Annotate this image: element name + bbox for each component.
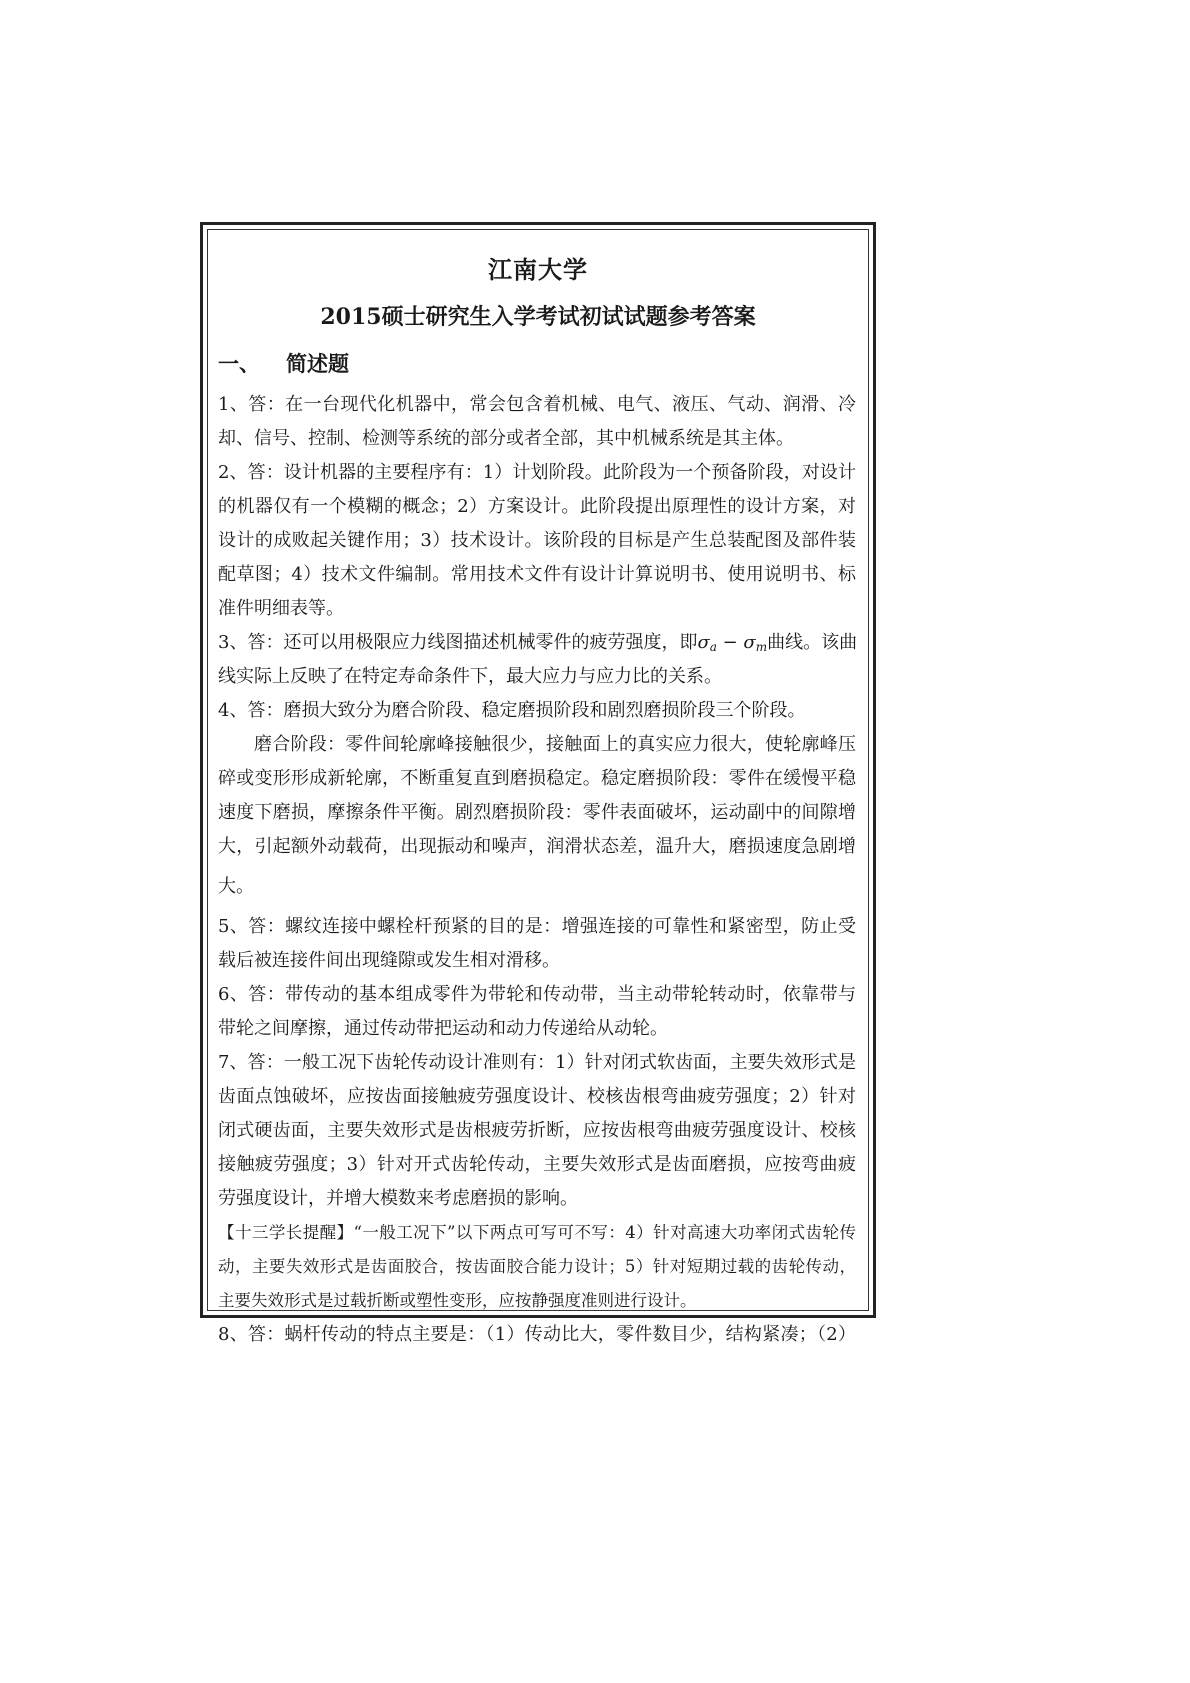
minus-sigma: − σ [716, 632, 756, 653]
tip-line: 主要失效形式是过载折断或塑性变形，应按静强度准则进行设计。 [218, 1291, 697, 1310]
answer-2-line: 2、答：设计机器的主要程序有：1）计划阶段。此阶段为一个预备阶段，对设计 [218, 462, 856, 483]
answer-2-line: 配草图；4）技术文件编制。常用技术文件有设计计算说明书、使用说明书、标 [218, 564, 856, 585]
answers-body [218, 388, 856, 1352]
answer-6-line: 6、答：带传动的基本组成零件为带轮和传动带，当主动带轮转动时，依靠带与 [218, 984, 856, 1005]
tip-line: 【十三学长提醒】“一般工况下”以下两点可写可不写：4）针对高速大功率闭式齿轮传 [218, 1223, 856, 1242]
answer-5-line: 5、答：螺纹连接中螺栓杆预紧的目的是：增强连接的可靠性和紧密型，防止受 [218, 916, 856, 937]
document-subtitle: 2015硕士研究生入学考试初试试题参考答案 [320, 304, 756, 330]
answer-7-line: 劳强度设计，并增大模数来考虑磨损的影响。 [218, 1188, 578, 1209]
inner-border [207, 229, 869, 1345]
answer-frame [200, 222, 876, 1345]
answer-2-line: 准件明细表等。 [218, 598, 344, 619]
answer-1-line: 1、答：在一台现代化机器中，常会包含着机械、电气、液压、气动、润滑、冷 [218, 394, 856, 415]
answer-3-line: 线实际上反映了在特定寿命条件下，最大应力与应力比的关系。 [218, 666, 722, 687]
answer-7-line: 闭式硬齿面，主要失效形式是齿根疲劳折断，应按齿根弯曲疲劳强度设计、校核 [218, 1120, 856, 1141]
section-heading [218, 348, 375, 378]
document-title: 江南大学 [488, 255, 588, 284]
tip-line: 动，主要失效形式是齿面胶合，按齿面胶合能力设计；5）针对短期过载的齿轮传动， [218, 1257, 856, 1276]
section-name: 简述题 [286, 351, 349, 376]
subscript-m: m [755, 640, 768, 654]
answer-2-line: 的机器仅有一个模糊的概念；2）方案设计。此阶段提出原理性的设计方案，对 [218, 496, 856, 517]
answer-4-line: 4、答：磨损大致分为磨合阶段、稳定磨损阶段和剧烈磨损阶段三个阶段。 [218, 700, 806, 721]
answer-6-line: 带轮之间摩擦，通过传动带把运动和动力传递给从动轮。 [218, 1018, 668, 1039]
answer-4-line: 碎或变形形成新轮廓，不断重复直到磨损稳定。稳定磨损阶段：零件在缓慢平稳 [218, 768, 856, 789]
answer-7-line: 接触疲劳强度；3）针对开式齿轮传动，主要失效形式是齿面磨损，应按弯曲疲 [218, 1154, 856, 1175]
answer-1-line: 却、信号、控制、检测等系统的部分或者全部，其中机械系统是其主体。 [218, 428, 794, 449]
answer-3-line [218, 626, 856, 660]
answer-2-line: 设计的成败起关键作用；3）技术设计。该阶段的目标是产生总装配图及部件装 [218, 530, 856, 551]
answer-4-line: 大，引起额外动载荷，出现振动和噪声，润滑状态差，温升大，磨损速度急剧增 [218, 836, 856, 857]
sigma-symbol: σ [697, 632, 710, 653]
answer-5-line: 载后被连接件间出现缝隙或发生相对滑移。 [218, 950, 560, 971]
answer-3-text-end: 曲线。该曲 [767, 632, 858, 653]
answer-7-line: 7、答：一般工况下齿轮传动设计准则有：1）针对闭式软齿面，主要失效形式是 [218, 1052, 856, 1073]
answer-4-line: 磨合阶段：零件间轮廓峰接触很少，接触面上的真实应力很大，使轮廓峰压 [254, 734, 856, 755]
answer-7-line: 齿面点蚀破坏，应按齿面接触疲劳强度设计、校核齿根弯曲疲劳强度；2）针对 [218, 1086, 856, 1107]
answer-4-line: 大。 [218, 876, 254, 897]
subscript-a: a [709, 640, 717, 654]
answer-3-text: 3、答：还可以用极限应力线图描述机械零件的疲劳强度，即 [218, 632, 698, 653]
answer-4-line: 速度下磨损，摩擦条件平衡。剧烈磨损阶段：零件表面破坏，运动副中的间隙增 [218, 802, 856, 823]
section-number: 一、 [218, 351, 260, 376]
answer-8-line: 8、答：蜗杆传动的特点主要是：（1）传动比大，零件数目少，结构紧凑；（2） [218, 1324, 856, 1345]
